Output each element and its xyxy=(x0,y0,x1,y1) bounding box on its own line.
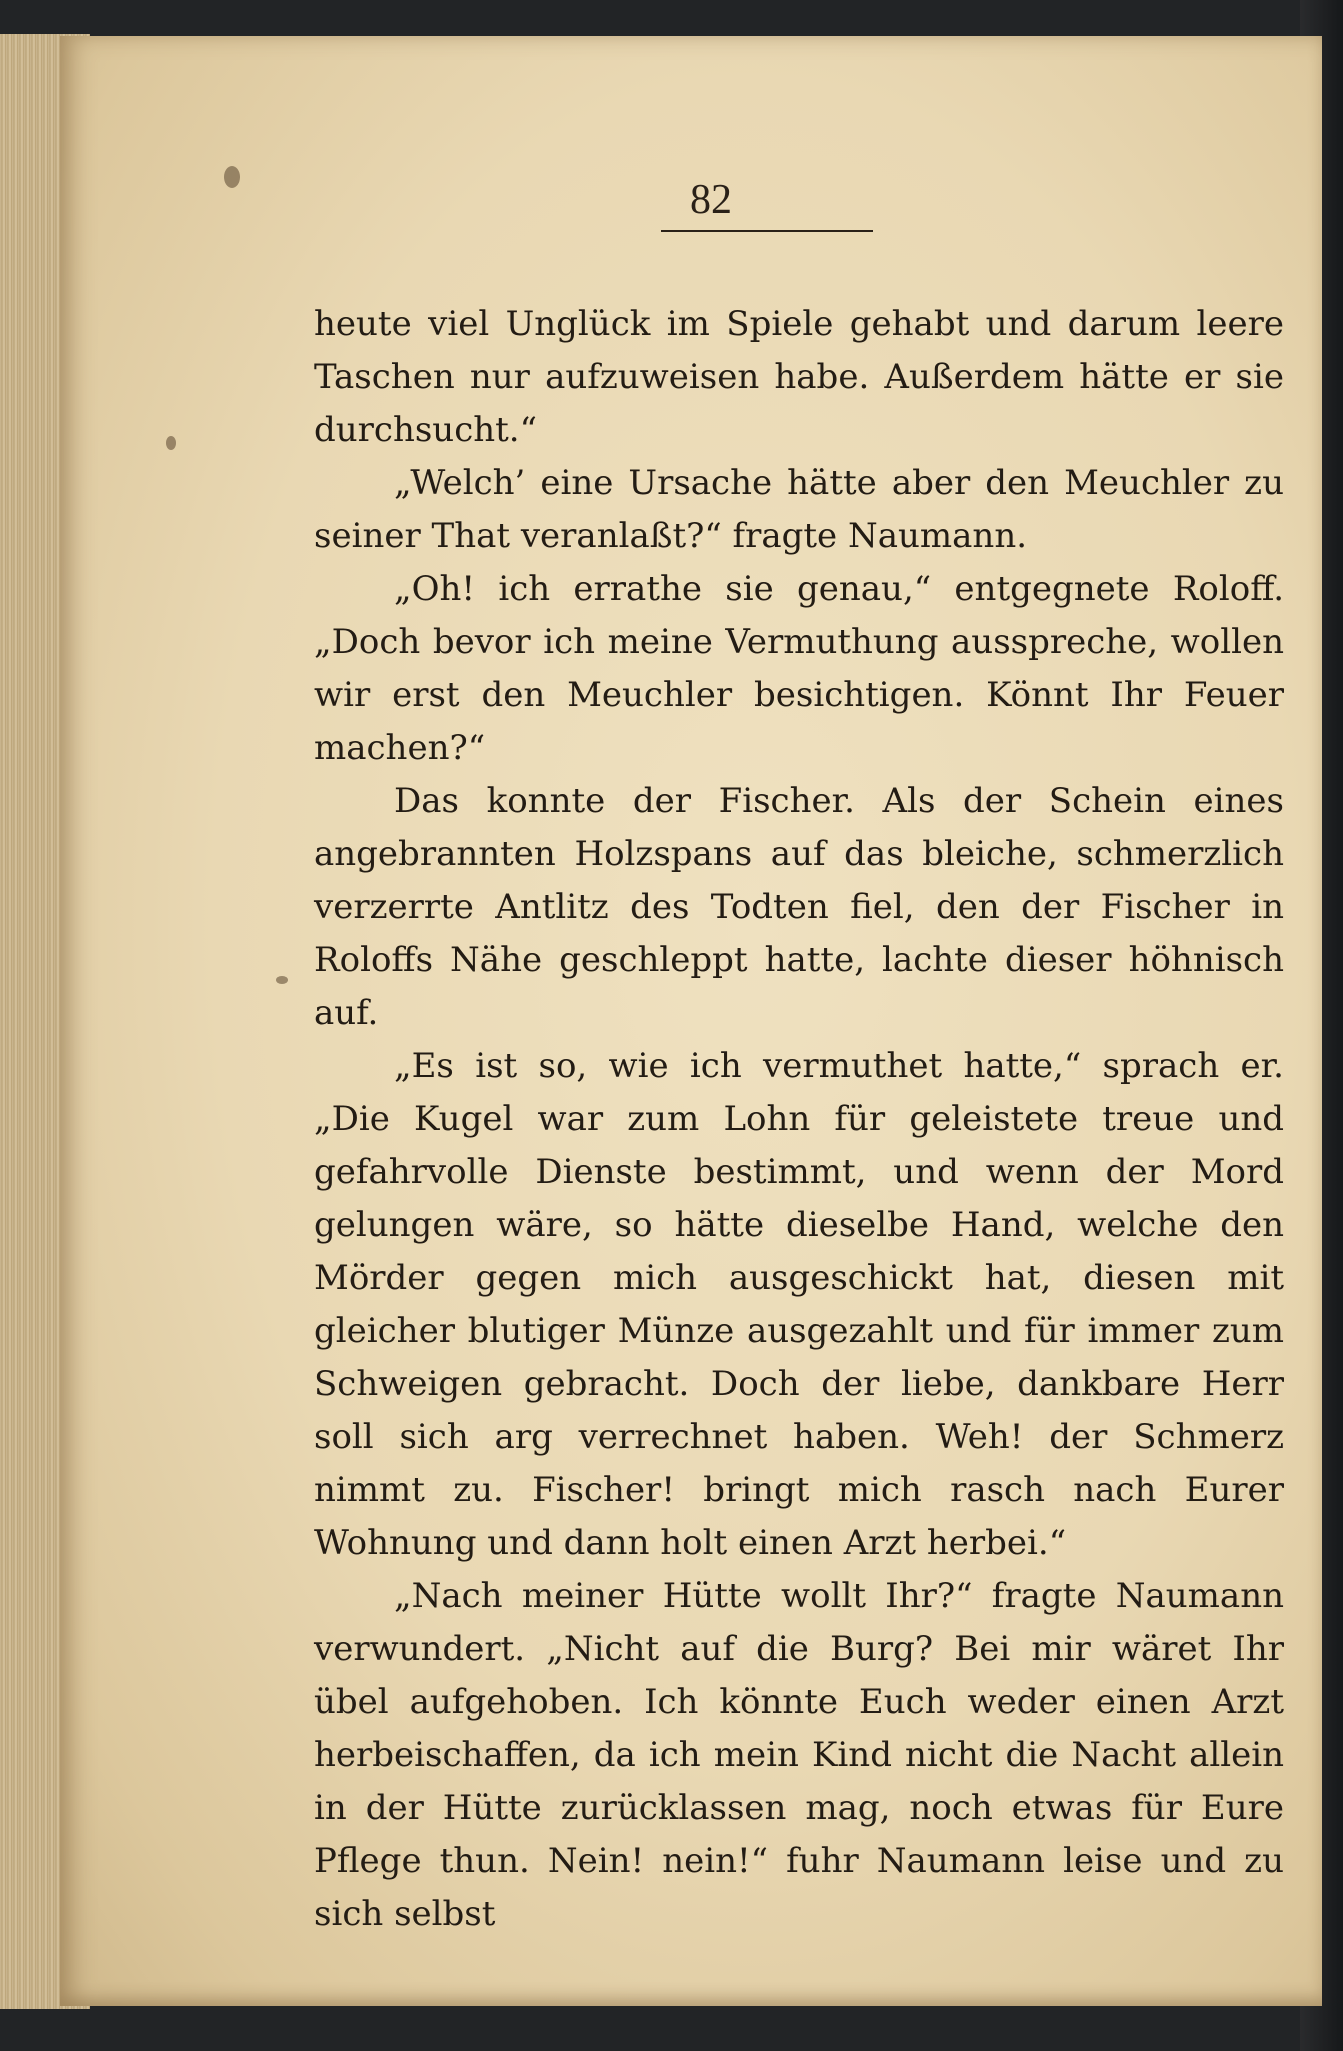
paragraph: „Oh! ich errathe sie genau,“ entgegnete Roloff. „Doch bevor ich meine Vermuthung ausspreche, wollen wir erst den Meuchler besichtigen. Könnt Ihr Feuer machen?“ xyxy=(314,569,1284,768)
book-page xyxy=(60,36,1322,2006)
foxing-spot xyxy=(276,976,288,984)
foxing-spot xyxy=(166,436,176,450)
header-rule xyxy=(661,230,873,232)
paragraph: Das konnte der Fischer. Als der Schein eines angebrannten Holzspans auf das bleiche, schmerzlich verzerrte Antlitz des Todten fiel, den der Fischer in Roloffs Nähe geschleppt hatte, lachte dieser höhnisch auf. xyxy=(314,781,1284,1033)
paragraph: „Welch’ eine Ursache hätte aber den Meuchler zu seiner That veranlaßt?“ fragte Naumann. xyxy=(314,463,1284,556)
paragraph: „Nach meiner Hütte wollt Ihr?“ fragte Naumann verwundert. „Nicht auf die Burg? Bei mir wäret Ihr übel aufgehoben. Ich könnte Euch weder einen Arzt herbeischaffen, da ich mein Kind nicht die Nacht allein in der Hütte zurücklassen mag, noch etwas für Eure Pflege thun. Nein! nein!“ fuhr Naumann leise und zu sich selbst xyxy=(314,1576,1284,1934)
body-text xyxy=(314,298,1284,1941)
page-number: 82 xyxy=(690,177,732,223)
paragraph: „Es ist so, wie ich vermuthet hatte,“ sprach er. „Die Kugel war zum Lohn für geleistete treue und gefahrvolle Dienste bestimmt, und wenn der Mord gelungen wäre, so hätte dieselbe Hand, welche den Mörder gegen mich ausgeschickt hat, diesen mit gleicher blutiger Münze ausgezahlt und für immer zum Schweigen gebracht. Doch der liebe, dankbare Herr soll sich arg verrechnet haben. Weh! der Schmerz nimmt zu. Fischer! bringt mich rasch nach Eurer Wohnung und dann holt einen Arzt herbei.“ xyxy=(314,1046,1284,1563)
paragraph: heute viel Unglück im Spiele gehabt und darum leere Taschen nur aufzuweisen habe. Außerdem hätte er sie durchsucht.“ xyxy=(314,304,1284,450)
